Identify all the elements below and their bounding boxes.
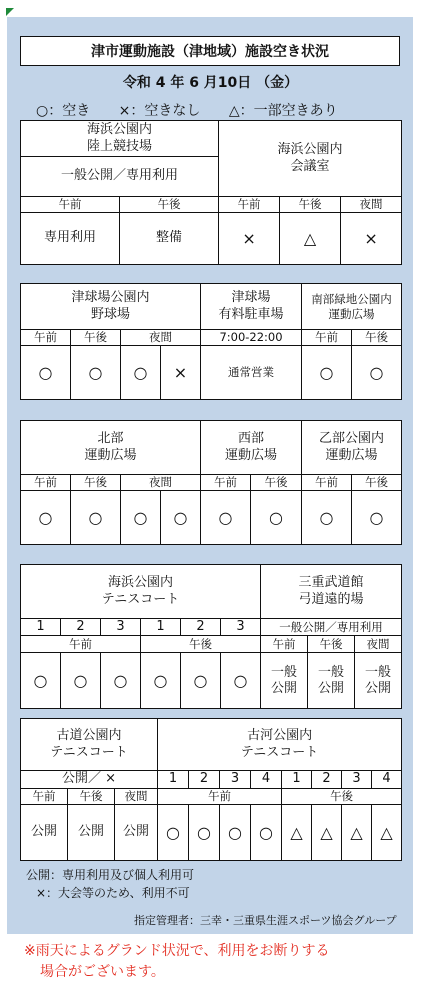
- status-cell: ○: [221, 653, 261, 709]
- status-cell: ○: [21, 491, 71, 545]
- time-slot: 午後: [71, 330, 121, 346]
- court-number: 4: [251, 771, 282, 789]
- time-slot: 午後: [141, 636, 261, 653]
- note-public: 公開：専用利用及び個人利用可: [26, 868, 195, 882]
- time-slot: 7:00-22:00: [201, 330, 302, 346]
- status-cell: ×: [161, 346, 201, 400]
- usage-type: 一般公開／専用利用: [261, 619, 402, 636]
- time-slot: 午前: [21, 636, 141, 653]
- court-number: 3: [220, 771, 251, 789]
- status-cell: ○: [61, 653, 101, 709]
- court-number: 4: [372, 771, 402, 789]
- time-slot: 夜間: [115, 789, 158, 805]
- court-number: 2: [61, 619, 101, 636]
- time-slot: 午前: [302, 475, 352, 491]
- status-cell: 整備: [120, 213, 219, 265]
- status-cell: 公開: [21, 805, 68, 861]
- status-cell: ○: [101, 653, 141, 709]
- status-cell: ○: [161, 491, 201, 545]
- facility-name: 津球場 有料駐車場: [201, 284, 302, 330]
- rain-warning-line2: 場合がございます。: [40, 964, 165, 980]
- court-number: 2: [181, 619, 221, 636]
- status-cell: ○: [71, 491, 121, 545]
- status-cell: ○: [251, 491, 302, 545]
- status-cell: △: [372, 805, 402, 861]
- court-number: 2: [189, 771, 220, 789]
- court-number: 1: [158, 771, 189, 789]
- status-cell: ○: [302, 491, 352, 545]
- time-slot: 夜間: [121, 475, 201, 491]
- legend: [36, 100, 362, 120]
- legend-full: ×：空きなし: [118, 103, 201, 119]
- status-cell: △: [342, 805, 372, 861]
- status-cell: ○: [21, 653, 61, 709]
- usage-type: 一般公開／専用利用: [21, 157, 219, 197]
- time-slot: 午前: [21, 789, 68, 805]
- time-slot: 午前: [302, 330, 352, 346]
- time-slot: 午後: [282, 789, 402, 805]
- court-number: 3: [221, 619, 261, 636]
- section-tsu-stadium: [20, 283, 402, 400]
- time-slot: 午前: [21, 475, 71, 491]
- facility-name: 乙部公園内 運動広場: [302, 421, 402, 475]
- status-cell: △: [280, 213, 341, 265]
- facility-name: 海浜公園内 テニスコート: [21, 565, 261, 619]
- page-title: 津市運動施設（津地域）施設空き状況: [20, 36, 400, 66]
- facility-name: 古河公園内 テニスコート: [158, 719, 402, 771]
- corner-mark: [6, 8, 14, 16]
- status-cell: 通常営業: [201, 346, 302, 400]
- status-cell: ×: [341, 213, 402, 265]
- status-cell: ○: [189, 805, 220, 861]
- court-number: 1: [21, 619, 61, 636]
- status-cell: ○: [201, 491, 251, 545]
- manager-credit: 指定管理者：三幸・三重県生涯スポーツ協会グループ: [134, 914, 397, 927]
- status-cell: ○: [21, 346, 71, 400]
- time-slot: 午後: [120, 197, 219, 213]
- rain-warning-line1: ※雨天によるグランド状況で、利用をお断りする: [24, 943, 330, 959]
- court-number: 1: [282, 771, 312, 789]
- status-cell: △: [312, 805, 342, 861]
- time-slot: 午前: [219, 197, 280, 213]
- court-number: 2: [312, 771, 342, 789]
- facility-name: 南部緑地公園内 運動広場: [302, 284, 402, 330]
- legend-available: ○：空き: [36, 103, 91, 119]
- status-cell: ○: [220, 805, 251, 861]
- facility-name: 海浜公園内 会議室: [219, 121, 402, 197]
- court-number: 3: [101, 619, 141, 636]
- time-slot: 午後: [352, 330, 402, 346]
- status-cell: 一般 公開: [261, 653, 308, 709]
- facility-name: 北部 運動広場: [21, 421, 201, 475]
- section-sports-grounds: [20, 420, 402, 545]
- status-cell: ×: [219, 213, 280, 265]
- time-slot: 午前: [201, 475, 251, 491]
- section-kaihin-track: [20, 120, 402, 265]
- time-slot: 夜間: [341, 197, 402, 213]
- status-cell: ○: [181, 653, 221, 709]
- status-cell: 一般 公開: [355, 653, 402, 709]
- time-slot: 午前: [158, 789, 282, 805]
- report-date: 令和 4 年 6 月10日 （金）: [122, 75, 299, 91]
- status-cell: ○: [158, 805, 189, 861]
- status-cell: 一般 公開: [308, 653, 355, 709]
- section-tennis-archery: [20, 564, 402, 709]
- time-slot: 午前: [21, 330, 71, 346]
- facility-name: 三重武道館 弓道遠的場: [261, 565, 402, 619]
- status-cell: ○: [141, 653, 181, 709]
- time-slot: 夜間: [121, 330, 201, 346]
- status-cell: ○: [352, 491, 402, 545]
- status-cell: △: [282, 805, 312, 861]
- time-slot: 午後: [352, 475, 402, 491]
- time-slot: 午後: [280, 197, 341, 213]
- court-number: 3: [342, 771, 372, 789]
- status-cell: ○: [302, 346, 352, 400]
- facility-name: 津球場公園内 野球場: [21, 284, 201, 330]
- note-unavailable: ×：大会等のため、利用不可: [36, 886, 190, 900]
- legend-partial: △：一部空きあり: [228, 103, 338, 119]
- time-slot: 午後: [251, 475, 302, 491]
- status-cell: 専用利用: [21, 213, 120, 265]
- time-slot: 午後: [68, 789, 115, 805]
- facility-name: 西部 運動広場: [201, 421, 302, 475]
- status-cell: ○: [71, 346, 121, 400]
- court-number: 1: [141, 619, 181, 636]
- time-slot: 午前: [21, 197, 120, 213]
- time-slot: 午前: [261, 636, 308, 653]
- usage-type: 公開／ ×: [21, 771, 158, 789]
- status-cell: 公開: [115, 805, 158, 861]
- facility-name: 海浜公園内 陸上競技場: [21, 121, 219, 157]
- status-cell: ○: [121, 346, 161, 400]
- section-tennis-parks: [20, 718, 402, 861]
- facility-name: 古道公園内 テニスコート: [21, 719, 158, 771]
- status-cell: ○: [121, 491, 161, 545]
- status-cell: ○: [251, 805, 282, 861]
- status-cell: 公開: [68, 805, 115, 861]
- time-slot: 午後: [308, 636, 355, 653]
- status-cell: ○: [352, 346, 402, 400]
- time-slot: 午後: [71, 475, 121, 491]
- time-slot: 夜間: [355, 636, 402, 653]
